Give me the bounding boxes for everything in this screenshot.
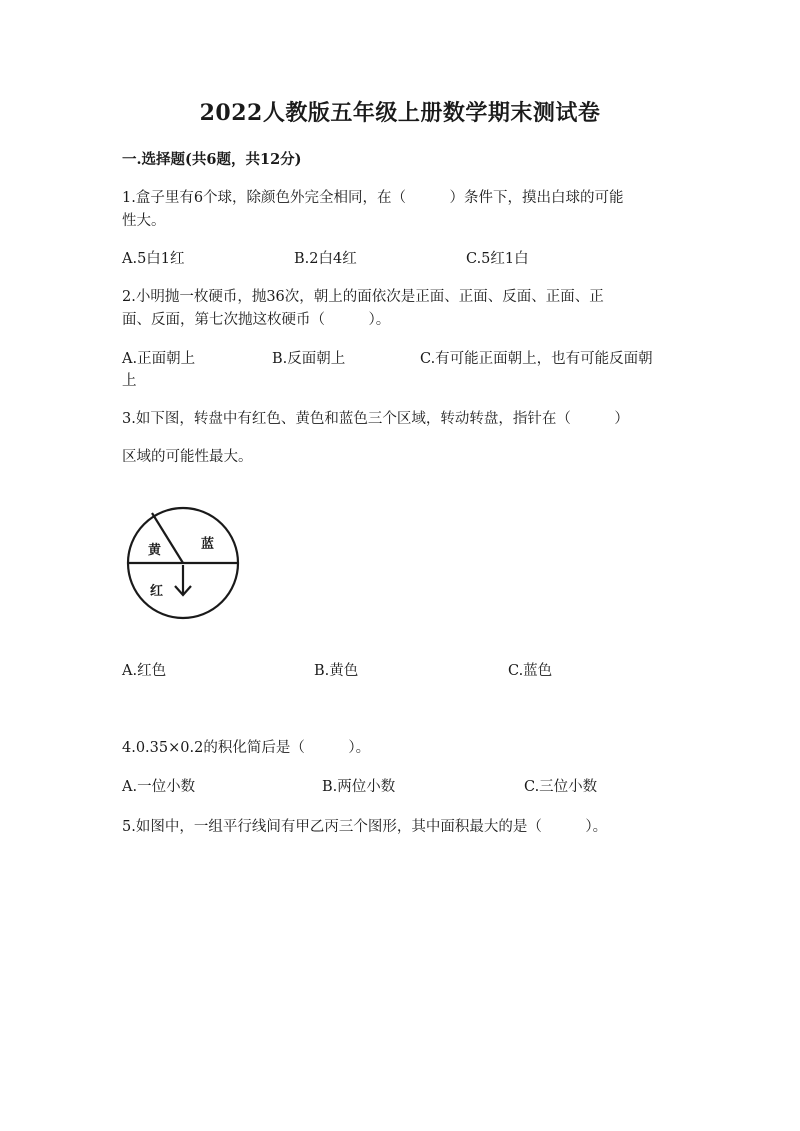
question-2-line-1: 2.小明抛一枚硬币，抛36次，朝上的面依次是正面、正面、反面、正面、正 — [122, 289, 604, 305]
question-1-line-2: 性大。 — [122, 213, 166, 229]
question-4-option-c: C.三位小数 — [524, 779, 598, 795]
question-1-option-c: C.5红1白 — [466, 251, 529, 267]
question-3-option-c: C.蓝色 — [508, 663, 553, 679]
question-1-option-b: B.2白4红 — [294, 251, 357, 267]
question-2-option-a: A.正面朝上 — [122, 351, 196, 367]
question-2-option-c: C.有可能正面朝上，也有可能反面朝 — [420, 351, 653, 367]
page-title: 2022人教版五年级上册数学期末测试卷 — [199, 100, 601, 126]
spinner-label-yellow: 黄 — [148, 543, 162, 558]
spinner-label-blue: 蓝 — [201, 537, 215, 552]
question-1-line-1: 1.盒子里有6个球，除颜色外完全相同，在（ ）条件下，摸出白球的可能 — [122, 190, 624, 206]
question-3-line-2: 区域的可能性最大。 — [122, 449, 253, 465]
question-3-option-b: B.黄色 — [314, 663, 359, 679]
question-3-option-a: A.红色 — [122, 663, 167, 679]
question-4-option-b: B.两位小数 — [322, 779, 396, 795]
question-4-line-1: 4.0.35×0.2的积化简后是（ ）。 — [122, 740, 371, 756]
section-heading: 一.选择题(共6题，共12分) — [122, 151, 302, 168]
question-2-option-b: B.反面朝上 — [272, 351, 346, 367]
question-5-line-1: 5.如图中，一组平行线间有甲乙丙三个图形，其中面积最大的是（ ）。 — [122, 819, 608, 835]
question-2-line-2: 面、反面，第七次抛这枚硬币（ ）。 — [122, 312, 391, 328]
spinner-figure — [124, 505, 244, 625]
question-2-option-c-continued: 上 — [122, 373, 137, 389]
question-3-line-1: 3.如下图，转盘中有红色、黄色和蓝色三个区域，转动转盘，指针在（ ） — [122, 411, 629, 427]
question-4-option-a: A.一位小数 — [122, 779, 196, 795]
spinner-label-red: 红 — [150, 584, 164, 599]
question-1-option-a: A.5白1红 — [122, 251, 185, 267]
